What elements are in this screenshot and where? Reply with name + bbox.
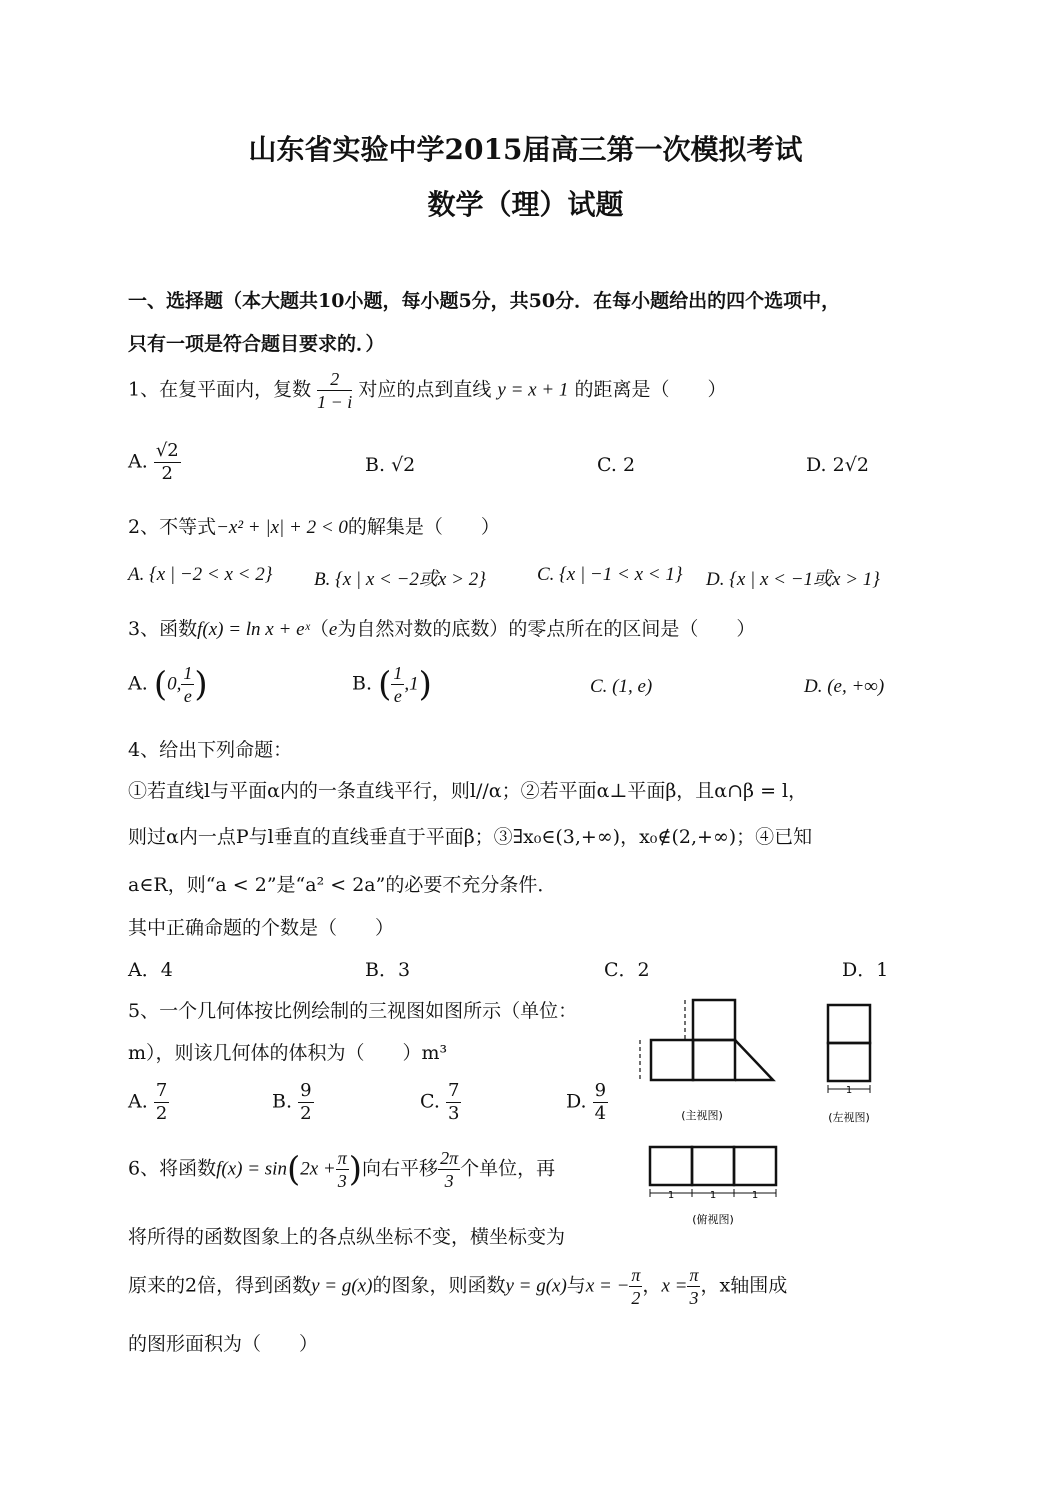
top-view-cell-3 [734, 1147, 776, 1185]
q5-option-b: B. $\frac{9}{2}$ [272, 1080, 312, 1124]
q6-line-2: 将所得的函数图象上的各点纵坐标不变，横坐标变为 [128, 1226, 566, 1248]
q3-option-c: C. (1, e) [590, 676, 653, 697]
side-view-caption: (左视图) [828, 1111, 870, 1124]
q6-line-4: 的图形面积为（ ） [128, 1333, 319, 1355]
q2-option-a: A. {x | −2 < x < 2} [128, 564, 273, 585]
question-3: 3、函数f(x) = ln x + eˣ（e为自然对数的底数）的零点所在的区间是（ ） [128, 618, 756, 640]
front-view-triangle [735, 1040, 773, 1080]
front-view-caption: (主视图) [681, 1109, 723, 1122]
q1-option-b: B. √2 [365, 454, 416, 476]
q4-option-d: D．1 [842, 959, 889, 981]
question-1: 1、在复平面内，复数 $\frac{2}{1 - i}$ 对应的点到直线 y = x + 1 的距离是（ ） [128, 369, 727, 412]
q5-line-2: m），则该几何体的体积为（ ）m³ [128, 1042, 448, 1064]
q5-option-d: D. $\frac{9}{4}$ [566, 1080, 607, 1124]
front-view-right-square [693, 1040, 735, 1080]
side-view-bottom [828, 1043, 870, 1081]
side-view-top [828, 1005, 870, 1043]
front-view-left-square [651, 1040, 693, 1080]
top-view-cell-1 [650, 1147, 692, 1185]
q5-option-a: A. $\frac{7}{2}$ [128, 1080, 168, 1124]
q2-option-d: D. {x | x < −1或x > 1} [706, 569, 880, 590]
top-dim-1: 1 [667, 1190, 675, 1201]
top-dim-2: 1 [709, 1190, 717, 1201]
q3-option-d: D. (e, +∞) [804, 676, 885, 697]
q3-option-a: A. (0, $\frac{1}{e}$ ) [128, 663, 208, 706]
q1-option-d: D. 2√2 [806, 454, 869, 476]
q4-option-c: C．2 [604, 959, 650, 981]
q4-option-a: A．4 [128, 959, 173, 981]
side-dim: 1 [845, 1085, 853, 1096]
q1-option-c: C. 2 [597, 454, 636, 476]
top-view-caption: (俯视图) [692, 1213, 734, 1226]
question-6: 6、将函数f(x) = sin(2x + $\frac{\pi}{3}$ )向右平移 $\frac{2\pi}{3}$ 个单位，再 [128, 1148, 556, 1191]
q4-option-b: B．3 [365, 959, 411, 981]
q6-line-3: 原来的2倍，得到函数y = g(x)的图象，则函数y = g(x)与x = − $\frac{\pi}{2}$ ，x = $\frac{\pi}{3}$ ，x轴围成 [128, 1265, 788, 1308]
question-5: 5、一个几何体按比例绘制的三视图如图所示（单位： [128, 1000, 578, 1022]
q4-line-3: a∈R，则“a < 2”是“a² < 2a”的必要不充分条件． [128, 874, 557, 896]
q4-line-4: 其中正确命题的个数是（ ） [128, 917, 395, 939]
top-dim-3: 1 [751, 1190, 759, 1201]
q2-option-b: B. {x | x < −2或x > 2} [314, 569, 486, 590]
top-view-cell-2 [692, 1147, 734, 1185]
q4-line-1: ①若直线l与平面α内的一条直线平行，则l//α；②若平面α⊥平面β，且α∩β = l， [128, 780, 808, 802]
q5-option-c: C. $\frac{7}{3}$ [420, 1080, 460, 1124]
page-subtitle: 数学（理）试题 [427, 188, 624, 221]
section-header: 一、选择题（本大题共10小题，每小题5分，共50分．在每小题给出的四个选项中， [128, 290, 841, 312]
q1-fraction: $\frac{2}{1 - i}$ [317, 369, 353, 412]
three-view-figure [630, 995, 890, 1230]
front-view-top-square [693, 1000, 735, 1040]
question-4: 4、给出下列命题： [128, 739, 293, 761]
q4-line-2: 则过α内一点P与l垂直的直线垂直于平面β；③∃x₀∈(3,+∞)，x₀∉(2,+∞)；④已知 [128, 826, 813, 848]
section-header-cont: 只有一项是符合题目要求的．） [128, 333, 385, 355]
q3-option-b: B. ( $\frac{1}{e}$ ,1) [352, 663, 432, 706]
page-title: 山东省实验中学2015届高三第一次模拟考试 [248, 133, 803, 166]
question-2: 2、不等式−x² + |x| + 2 < 0的解集是（ ） [128, 516, 500, 538]
q1-option-a: A. $\frac{√2}{2}$ [128, 440, 179, 484]
q2-option-c: C. {x | −1 < x < 1} [537, 564, 683, 585]
